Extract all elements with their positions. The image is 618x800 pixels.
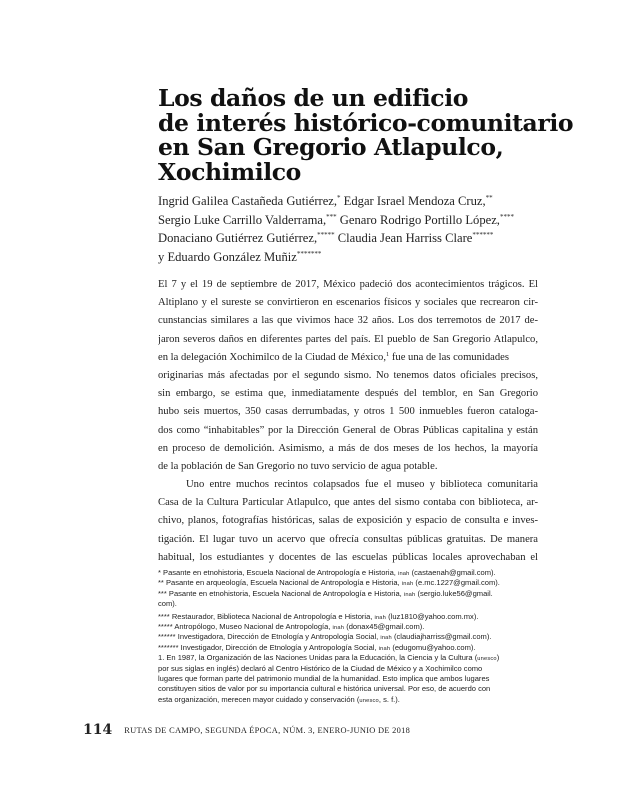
note-text: ** Pasante en arqueología, Escuela Nacional de Antropología e Historia, (158, 578, 402, 588)
footnotes (158, 568, 536, 705)
author-footnote (158, 643, 536, 653)
author-footnote (158, 622, 536, 632)
author-footnote (158, 612, 536, 622)
author-name: y Eduardo González Muñiz (158, 249, 297, 264)
note-email[interactable]: (claudiajharriss@gmail.com). (391, 632, 492, 642)
article-title (158, 86, 578, 184)
author-footnote (158, 632, 536, 642)
note-text: esta organización, merecen mayor cuidado y conservación ( (158, 694, 360, 704)
author-mark: * (337, 194, 341, 202)
author-name: Ingrid Galilea Castañeda Gutiérrez, (158, 194, 338, 208)
body-line: Casa de la Cultura Particular Atlapulco, que antes del sismo contaba con biblioteca, ar- (158, 497, 538, 509)
inah-abbr: inah (397, 571, 410, 577)
inah-abbr: inah (374, 614, 387, 621)
author-footnote (158, 578, 536, 588)
body-line: El 7 y el 19 de septiembre de 2017, México padeció dos acontecimientos trágicos. El (158, 279, 538, 290)
body-line (158, 349, 538, 367)
body-text: en la delegación Xochimilco de la Ciudad de México, (158, 351, 386, 363)
body-line: sin embargo, se estima que, inmediatamente después del temblor, en San Gregorio (158, 388, 538, 400)
note-text: 1. En 1987, la Organización de las Naciones Unidas para la Educación, la Ciencia y la Cultura ( (158, 653, 478, 663)
note-email[interactable]: (edugomu@yahoo.com). (390, 642, 476, 652)
note-text: ***** Antropólogo, Museo Nacional de Antropología, (158, 621, 333, 631)
inah-abbr: inah (380, 635, 392, 642)
author-mark: *** (326, 212, 337, 221)
note-text: ) (496, 653, 500, 663)
author-footnote (158, 568, 536, 578)
inah-abbr: inah (332, 624, 345, 631)
body-line: habitual, los estudiantes y docentes de las escuelas públicas locales aprovechaban el (158, 551, 538, 563)
body-line: Altiplano y el sureste se convirtieron en escenarios físicos y sociales que recrearon cir- (158, 297, 538, 309)
body-line: tigación. El lugar tuvo un acervo que ofrecía consultas públicas gratuitas. De manera (158, 533, 538, 545)
author-line (158, 229, 568, 248)
author-mark: ****** (472, 231, 494, 240)
note-text: ******* Investigador, Dirección de Etnología y Antropología Social, (158, 642, 379, 652)
note-email[interactable]: (sergio.luke56@gmail. (415, 588, 493, 598)
body-line: de la población de San Gregorio no tuvo servicio de agua potable. (158, 460, 438, 472)
author-name: Donaciano Gutiérrez Gutiérrez, (158, 231, 318, 246)
title-line: Los daños de un edificio (158, 84, 469, 112)
body-text: fue una de las comunidades (389, 351, 509, 363)
inah-abbr: inah (401, 581, 414, 588)
body-line: cunstancias similares a las que vivimos hace 32 años. Los dos terremotos de 2017 de- (158, 315, 538, 327)
body-line: Uno entre muchos recintos colapsados fue el museo y biblioteca comunitaria (186, 479, 538, 491)
note-text: , s. f.). (378, 694, 400, 704)
note-text: **** Restaurador, Biblioteca Nacional de Antropología e Historia, (158, 611, 375, 621)
author-name: Genaro Rodrigo Portillo López, (336, 212, 500, 227)
note-email[interactable]: (castaenah@gmail.com). (409, 568, 496, 577)
author-mark: **** (499, 212, 514, 221)
journal-running-head: RUTAS DE CAMPO, SEGUNDA ÉPOCA, NÚM. 3, ENERO-JUNIO DE 2018 (124, 725, 411, 735)
body-line: en proceso de demolición. Asimismo, a más de dos meses de los hechos, la mayoría (158, 442, 538, 454)
note-email[interactable]: (donax45@gmail.com). (344, 621, 425, 631)
footnote-1-line: constituyen sitios de valor por su importancia cultural e histórica universal. Por eso, de acuerdo con (158, 684, 491, 694)
note-email[interactable]: (e.mc.1227@gmail.com). (413, 578, 500, 588)
note-text: *** Pasante en etnohistoria, Escuela Nacional de Antropología e Historia, (158, 588, 404, 598)
body-line: dos como “inhabitables” por la Dirección General de Obras Públicas capitalina y están (158, 424, 538, 436)
footnote-ref[interactable]: 1 (385, 350, 390, 358)
page-number: 114 (83, 722, 113, 739)
note-text: * Pasante en etnohistoria, Escuela Nacional de Antropología e Historia, (158, 568, 398, 577)
author-name: Edgar Israel Mendoza Cruz, (340, 194, 486, 208)
author-footnote-cont: com). (158, 599, 177, 609)
body-line: jaron severos daños en diferentes partes del país. El pueblo de San Gregorio Atlapulco, (158, 333, 538, 345)
article-body (158, 276, 538, 567)
footnote-1-line: por sus siglas en inglés) declaró al Centro Histórico de la Ciudad de México y a Xochimilco como (158, 663, 483, 673)
unesco-abbr: unesco (477, 656, 497, 663)
author-mark: ** (485, 194, 493, 202)
author-line (158, 211, 568, 230)
note-text: ****** Investigadora, Dirección de Etnología y Antropología Social, (158, 632, 381, 642)
inah-abbr: inah (403, 591, 416, 598)
author-line (158, 192, 568, 211)
footnote-1-line: lugares que forman parte del patrimonio mundial de la humanidad. Esto implica que ambos lugares (158, 673, 490, 683)
author-name: Sergio Luke Carrillo Valderrama, (158, 212, 327, 227)
author-mark: ***** (317, 231, 335, 240)
body-line: hubo seis muertos, 350 casas derrumbadas, y otros 1 500 inmuebles fueron cataloga- (158, 406, 538, 418)
author-list (158, 192, 568, 266)
footnote-1-line (158, 653, 536, 663)
title-line: de interés histórico-comunitario (158, 108, 574, 137)
title-line: en San Gregorio Atlapulco, (158, 133, 504, 161)
inah-abbr: inah (378, 645, 391, 652)
footnote-1-line (158, 695, 536, 705)
note-email[interactable]: (luz1810@yahoo.com.mx). (386, 611, 479, 621)
author-name: Claudia Jean Harriss Clare (334, 231, 473, 246)
unesco-abbr: unesco (359, 697, 379, 704)
page-footer (83, 721, 410, 739)
body-line: originarias más afectadas por el segundo sismo. No tenemos datos oficiales precisos, (158, 369, 538, 381)
author-mark: ******* (296, 249, 322, 258)
body-line: chivo, planos, fotografías históricas, salas de exposición y espacio de consulta e inves- (158, 515, 538, 527)
title-line: Xochimilco (158, 157, 301, 186)
author-footnote (158, 589, 536, 599)
author-line (158, 248, 568, 267)
